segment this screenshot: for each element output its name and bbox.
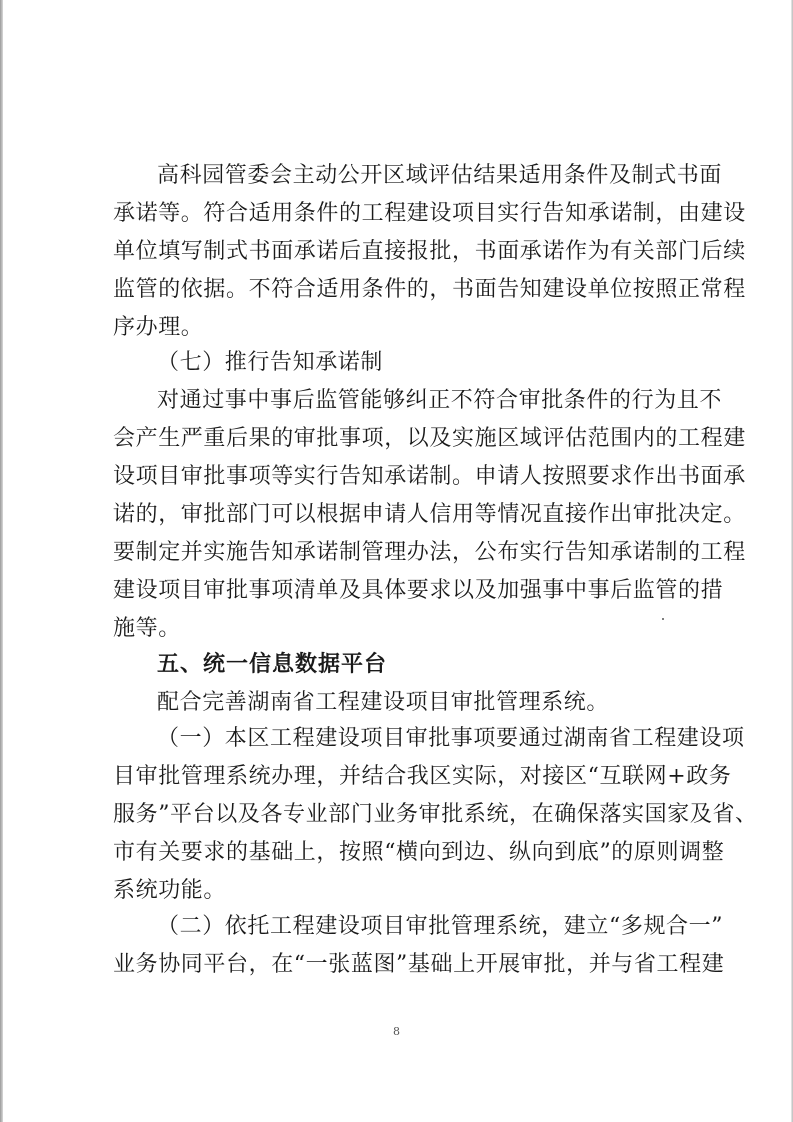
paragraph-line: 服务”平台以及各专业部门业务审批系统，在确保落实国家及省、 xyxy=(113,802,758,827)
paragraph-line: （二）依托工程建设项目审批管理系统，建立“多规合一” xyxy=(157,914,724,939)
scan-speck xyxy=(662,618,664,620)
paragraph-line: 高科园管委会主动公开区域评估结果适用条件及制式书面 xyxy=(157,163,723,188)
scan-edge-left xyxy=(0,0,3,1122)
paragraph-line: 市有关要求的基础上，按照“横向到边、纵向到底”的原则调整 xyxy=(113,840,725,865)
paragraph-line: 会产生严重后果的审批事项，以及实施区域评估范围内的工程建 xyxy=(113,426,746,451)
paragraph-line: 监管的依据。不符合适用条件的，书面告知建设单位按照正常程 xyxy=(113,277,746,302)
paragraph-line: 施等。 xyxy=(113,616,181,641)
paragraph-line: 序办理。 xyxy=(113,315,204,340)
section-heading: 五、统一信息数据平台 xyxy=(157,652,388,677)
paragraph-line: 业务协同平台，在“一张蓝图”基础上开展审批，并与省工程建 xyxy=(113,952,725,977)
paragraph-line: 单位填写制式书面承诺后直接报批，书面承诺作为有关部门后续 xyxy=(113,239,746,264)
paragraph-line: （一）本区工程建设项目审批事项要通过湖南省工程建设项 xyxy=(157,726,745,751)
paragraph-line: 建设项目审批事项清单及具体要求以及加强事中事后监管的措 xyxy=(113,578,724,603)
paragraph-line: 目审批管理系统办理，并结合我区实际，对接区“互联网+政务 xyxy=(113,764,732,789)
paragraph-line: 对通过事中事后监管能够纠正不符合审批条件的行为且不 xyxy=(157,388,723,413)
paragraph-line: 配合完善湖南省工程建设项目审批管理系统。 xyxy=(157,690,610,715)
paragraph-line: 诺的，审批部门可以根据申请人信用等情况直接作出审批决定。 xyxy=(113,502,746,527)
page-number: 8 xyxy=(393,1025,400,1038)
paragraph-line: 承诺等。符合适用条件的工程建设项目实行告知承诺制，由建设 xyxy=(113,201,746,226)
paragraph-line: 设项目审批事项等实行告知承诺制。申请人按照要求作出书面承 xyxy=(113,464,746,489)
paragraph-line: 要制定并实施告知承诺制管理办法，公布实行告知承诺制的工程 xyxy=(113,540,746,565)
section-subheading: （七）推行告知承诺制 xyxy=(157,350,384,375)
paragraph-line: 系统功能。 xyxy=(113,878,227,903)
